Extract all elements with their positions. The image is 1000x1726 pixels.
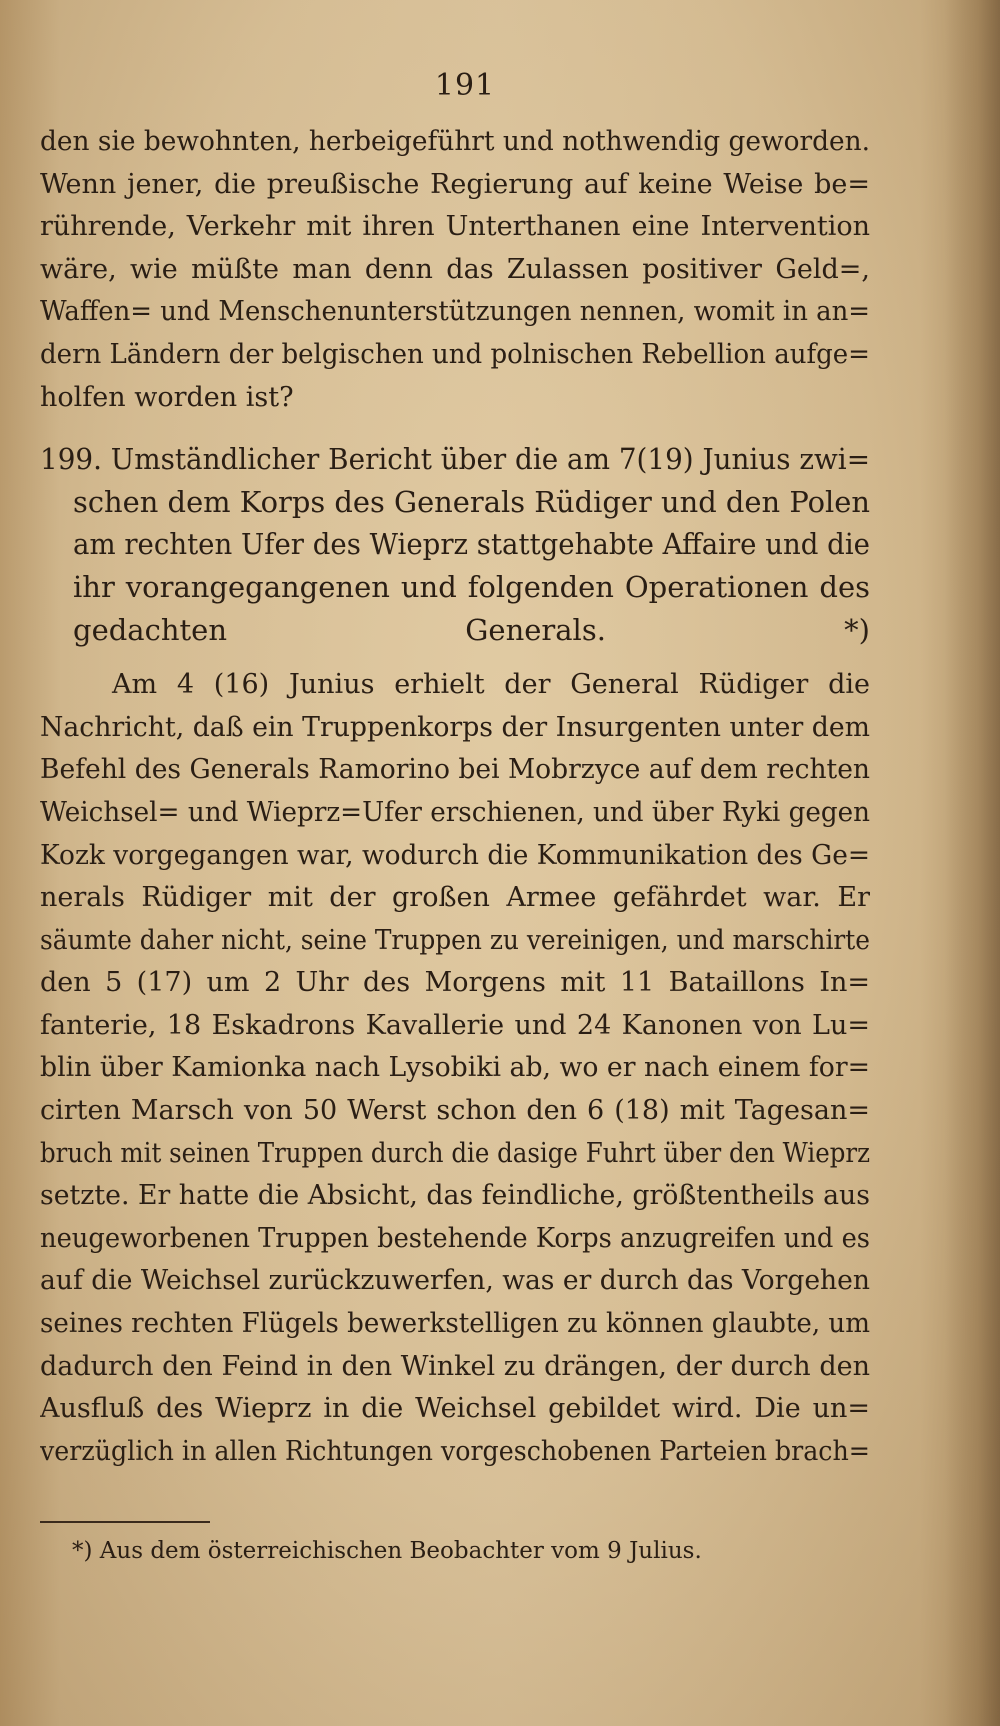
text-line: Weichsel= und Wieprz=Ufer erschienen, und über Ryki gegen <box>40 796 870 828</box>
text-line: rührende, Verkehr mit ihren Unterthanen eine Intervention <box>40 211 870 243</box>
text-line: Befehl des Generals Ramorino bei Mobrzyce auf dem rechten <box>40 754 870 786</box>
text-line: cirten Marsch von 50 Werst schon den 6 (18) mit Tagesan= <box>40 1095 870 1127</box>
text-line: neugeworbenen Truppen bestehende Korps anzugreifen und es <box>40 1222 870 1254</box>
text-line: nerals Rüdiger mit der großen Armee gefährdet war. Er <box>40 882 870 914</box>
text-line: dadurch den Feind in den Winkel zu drängen, der durch den <box>40 1350 870 1382</box>
body-paragraph <box>40 664 870 1473</box>
footnote-rule <box>40 1521 210 1523</box>
heading-line: schen dem Korps des Generals Rüdiger und den Polen <box>73 484 870 519</box>
text-line: wäre, wie müßte man denn das Zulassen positiver Geld=, <box>40 253 870 285</box>
text-line: Waffen= und Menschenunterstützungen nennen, womit in an= <box>40 296 870 328</box>
page-edge-shadow <box>945 0 1000 1726</box>
top-paragraph <box>40 121 870 419</box>
text-line: bruch mit seinen Truppen durch die dasige Fuhrt über den Wieprz <box>40 1137 870 1169</box>
text-line: Kozk vorgegangen war, wodurch die Kommunikation des Ge= <box>40 839 870 871</box>
text-line: den 5 (17) um 2 Uhr des Morgens mit 11 Bataillons In= <box>40 967 870 999</box>
text-line: fanterie, 18 Eskadrons Kavallerie und 24 Kanonen von Lu= <box>40 1009 870 1041</box>
text-line: Am 4 (16) Junius erhielt der General Rüdiger die <box>112 669 870 701</box>
text-line: Wenn jener, die preußische Regierung auf keine Weise be= <box>40 168 870 200</box>
text-line: den sie bewohnten, herbeigeführt und nothwendig geworden. <box>40 126 870 157</box>
heading-line: ihr vorangegangenen und folgenden Operationen des <box>73 569 870 604</box>
text-line: säumte daher nicht, seine Truppen zu vereinigen, und marschirte <box>40 924 870 956</box>
heading-line: gedachten Generals. *) <box>73 612 870 647</box>
text-line: holfen worden ist? <box>40 381 294 413</box>
text-block <box>40 60 870 1473</box>
footnote: *) Aus dem österreichischen Beobachter vom 9 Julius. <box>72 1538 702 1564</box>
page-number: 191 <box>434 68 496 103</box>
heading-line: 199. Umständlicher Bericht über die am 7(19) Junius zwi= <box>40 442 870 477</box>
text-line: seines rechten Flügels bewerkstelligen zu können glaubte, um <box>40 1308 870 1340</box>
text-line: setzte. Er hatte die Absicht, das feindliche, größtentheils aus <box>40 1180 870 1212</box>
heading-line: am rechten Ufer des Wieprz stattgehabte Affaire und die <box>73 527 870 562</box>
text-line: auf die Weichsel zurückzuwerfen, was er durch das Vorgehen <box>40 1265 870 1297</box>
text-line: verzüglich in allen Richtungen vorgeschobenen Parteien brach= <box>40 1435 870 1467</box>
text-line: Ausfluß des Wieprz in die Weichsel gebildet wird. Die un= <box>40 1393 870 1425</box>
section-heading <box>40 438 870 651</box>
text-line: Nachricht, daß ein Truppenkorps der Insurgenten unter dem <box>40 711 870 743</box>
text-line: dern Ländern der belgischen und polnischen Rebellion aufge= <box>40 338 870 370</box>
text-line: blin über Kamionka nach Lysobiki ab, wo er nach einem for= <box>40 1052 870 1084</box>
